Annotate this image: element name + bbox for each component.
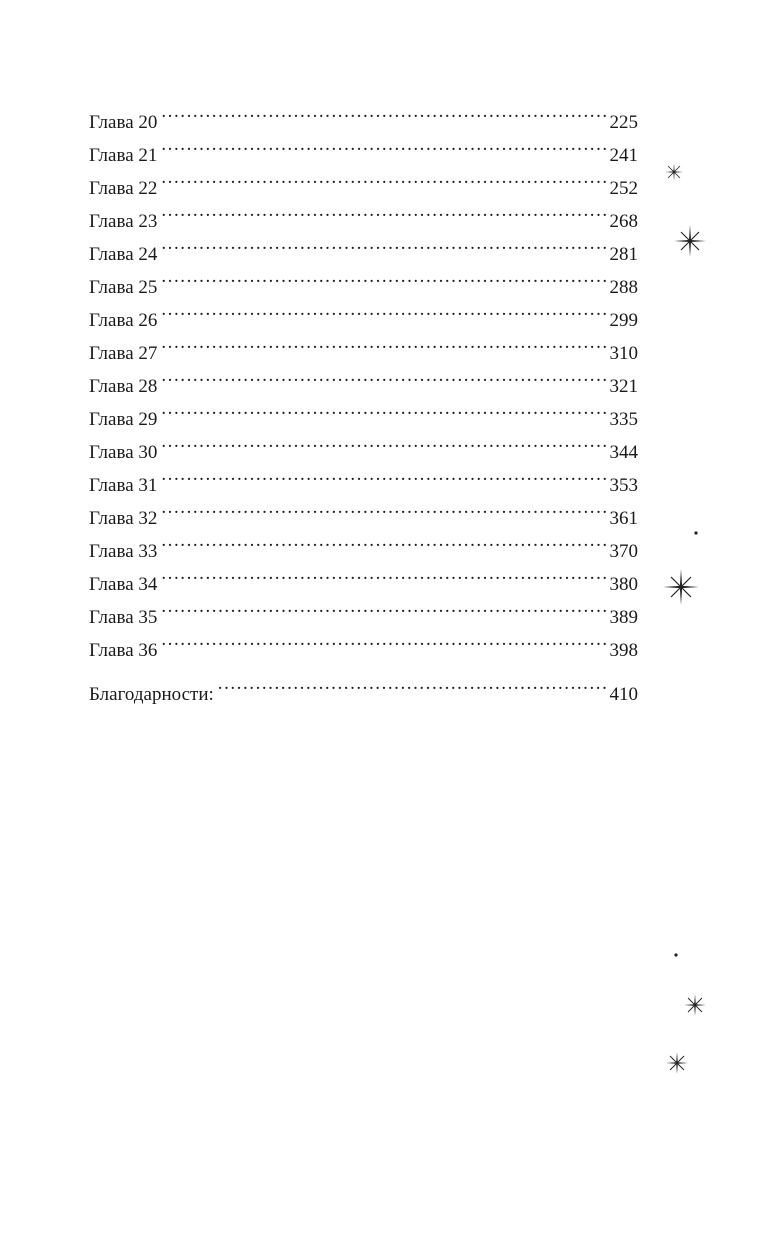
toc-entry-page: 370 bbox=[609, 541, 638, 562]
toc-entry-title: Глава 35 bbox=[89, 607, 158, 628]
toc-entry-page: 361 bbox=[609, 508, 638, 529]
toc-entry-chapter-24[interactable] bbox=[89, 227, 638, 265]
toc-entry-title: Глава 25 bbox=[89, 277, 158, 298]
toc-entry-page: 299 bbox=[609, 310, 638, 331]
sparkle-icon bbox=[673, 224, 707, 258]
sparkle-icon bbox=[662, 568, 700, 606]
toc-entry-page: 252 bbox=[609, 178, 638, 199]
toc-entry-page: 410 bbox=[609, 684, 638, 705]
toc-entry-page: 398 bbox=[609, 640, 638, 661]
toc-entry-chapter-20[interactable] bbox=[89, 95, 638, 133]
toc-entry-chapter-30[interactable] bbox=[89, 425, 638, 463]
toc-entry-chapter-32[interactable] bbox=[89, 491, 638, 529]
toc-entry-title: Глава 20 bbox=[89, 112, 158, 133]
toc-entry-title: Глава 24 bbox=[89, 244, 158, 265]
toc-entry-title: Глава 21 bbox=[89, 145, 158, 166]
toc-leader-dots bbox=[161, 194, 607, 227]
dot-icon bbox=[674, 953, 678, 957]
toc-entry-chapter-23[interactable] bbox=[89, 194, 638, 232]
toc-entry-title: Глава 27 bbox=[89, 343, 158, 364]
toc-entry-page: 344 bbox=[609, 442, 638, 463]
toc-entry-chapter-35[interactable] bbox=[89, 590, 638, 628]
toc-entry-title: Глава 30 bbox=[89, 442, 158, 463]
toc-leader-dots bbox=[161, 425, 607, 458]
toc-leader-dots bbox=[161, 557, 607, 590]
toc-leader-dots bbox=[161, 590, 607, 623]
toc-entry-chapter-26[interactable] bbox=[89, 293, 638, 331]
toc-entry-chapter-22[interactable] bbox=[89, 161, 638, 199]
toc-entry-title: Глава 26 bbox=[89, 310, 158, 331]
toc-entry-title: Глава 36 bbox=[89, 640, 158, 661]
toc-entry-page: 389 bbox=[609, 607, 638, 628]
toc-entry-title: Глава 34 bbox=[89, 574, 158, 595]
toc-entry-title: Глава 32 bbox=[89, 508, 158, 529]
toc-entry-page: 225 bbox=[609, 112, 638, 133]
toc-entry-title: Глава 33 bbox=[89, 541, 158, 562]
toc-leader-dots bbox=[161, 392, 607, 425]
sparkle-icon bbox=[665, 1051, 689, 1075]
toc-entry-chapter-25[interactable] bbox=[89, 260, 638, 298]
toc-entry-page: 288 bbox=[609, 277, 638, 298]
toc-entry-page: 241 bbox=[609, 145, 638, 166]
toc-entry-page: 380 bbox=[609, 574, 638, 595]
toc-entry-title: Глава 29 bbox=[89, 409, 158, 430]
toc-entry-chapter-28[interactable] bbox=[89, 359, 638, 397]
toc-leader-dots bbox=[161, 524, 607, 557]
toc-entry-page: 310 bbox=[609, 343, 638, 364]
table-of-contents bbox=[89, 95, 638, 705]
toc-entry-chapter-29[interactable] bbox=[89, 392, 638, 430]
toc-entry-acknowledgements[interactable] bbox=[89, 667, 638, 705]
toc-leader-dots bbox=[218, 667, 608, 700]
toc-entry-title: Глава 23 bbox=[89, 211, 158, 232]
toc-leader-dots bbox=[161, 161, 607, 194]
toc-leader-dots bbox=[161, 95, 607, 128]
toc-entry-page: 335 bbox=[609, 409, 638, 430]
toc-entry-chapter-31[interactable] bbox=[89, 458, 638, 496]
toc-leader-dots bbox=[161, 227, 607, 260]
toc-entry-chapter-21[interactable] bbox=[89, 128, 638, 166]
toc-entry-page: 268 bbox=[609, 211, 638, 232]
toc-entry-page: 321 bbox=[609, 376, 638, 397]
toc-entry-title: Глава 31 bbox=[89, 475, 158, 496]
toc-entry-title: Глава 28 bbox=[89, 376, 158, 397]
toc-leader-dots bbox=[161, 326, 607, 359]
toc-leader-dots bbox=[161, 359, 607, 392]
toc-entry-chapter-27[interactable] bbox=[89, 326, 638, 364]
toc-entry-page: 353 bbox=[609, 475, 638, 496]
toc-entry-title: Благодарности: bbox=[89, 684, 214, 705]
toc-leader-dots bbox=[161, 458, 607, 491]
sparkle-icon bbox=[664, 162, 684, 182]
toc-entry-title: Глава 22 bbox=[89, 178, 158, 199]
dot-icon bbox=[694, 531, 698, 535]
toc-entry-chapter-33[interactable] bbox=[89, 524, 638, 562]
toc-leader-dots bbox=[161, 260, 607, 293]
toc-leader-dots bbox=[161, 293, 607, 326]
toc-entry-chapter-34[interactable] bbox=[89, 557, 638, 595]
toc-leader-dots bbox=[161, 128, 607, 161]
toc-entry-chapter-36[interactable] bbox=[89, 623, 638, 661]
toc-leader-dots bbox=[161, 623, 607, 656]
sparkle-icon bbox=[683, 993, 707, 1017]
toc-entry-page: 281 bbox=[609, 244, 638, 265]
toc-leader-dots bbox=[161, 491, 607, 524]
